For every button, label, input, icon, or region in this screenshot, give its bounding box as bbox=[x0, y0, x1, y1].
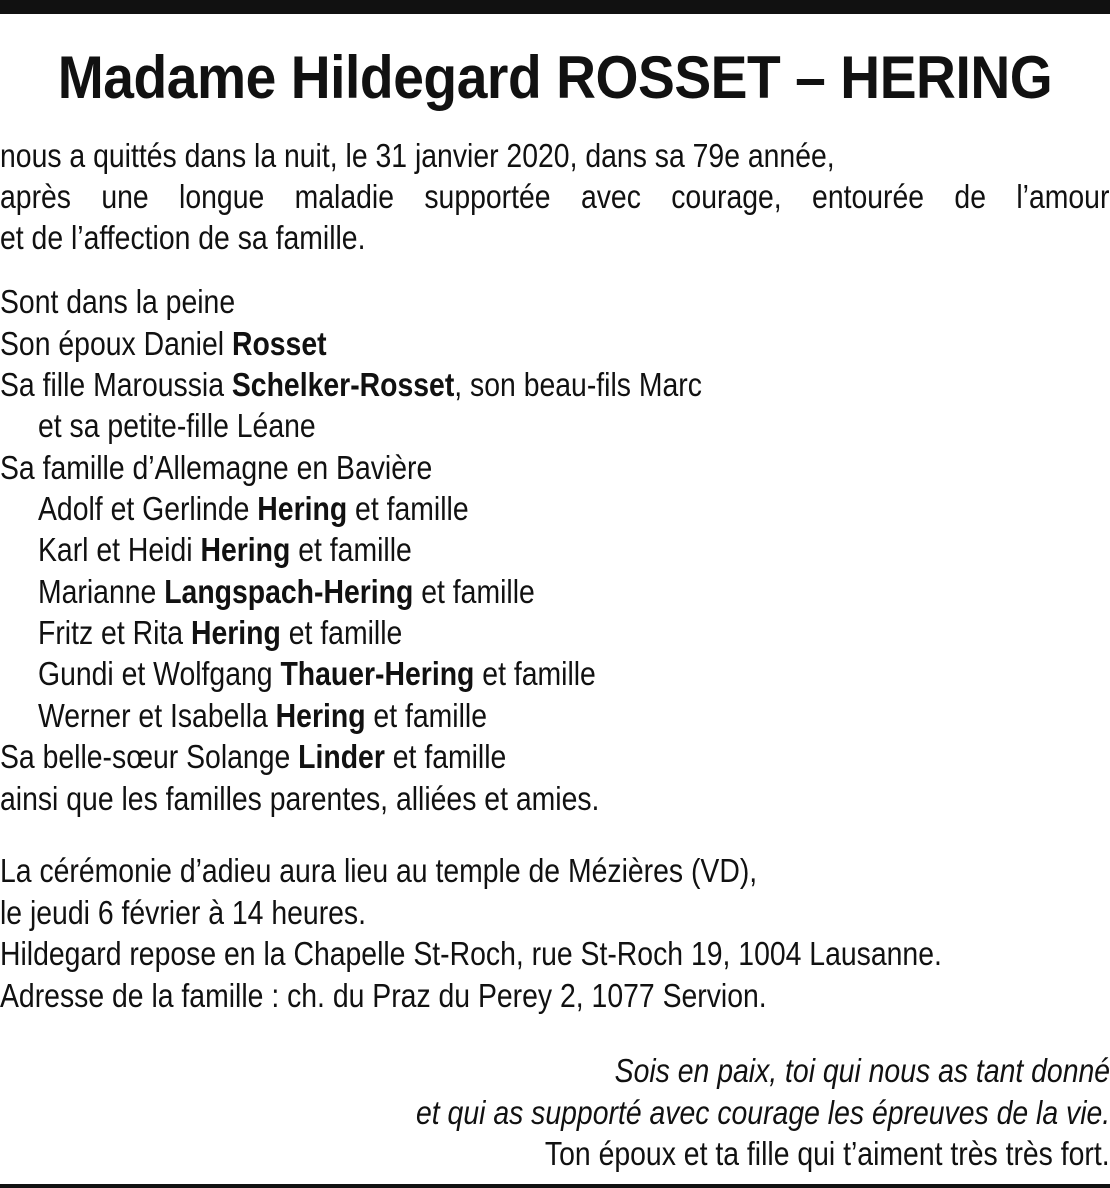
mourner-daughter bbox=[0, 364, 702, 405]
mourner-prefix: Gundi et Wolfgang bbox=[38, 655, 281, 692]
mourner-prefix: Werner et Isabella bbox=[38, 697, 276, 734]
family-address: Adresse de la famille : ch. du Praz du Perey 2, 1077 Servion. bbox=[0, 977, 767, 1014]
mourner-prefix: Sa fille Maroussia bbox=[0, 366, 232, 403]
intro-line-1: nous a quittés dans la nuit, le 31 janvier 2020, dans sa 79e année, bbox=[0, 137, 835, 174]
mourner-surname: Hering bbox=[275, 697, 366, 734]
ceremony-line-2: le jeudi 6 février à 14 heures. bbox=[0, 894, 367, 931]
relative-line bbox=[38, 612, 402, 653]
mourner-suffix: et famille bbox=[413, 573, 535, 610]
german-family-heading: Sa famille d’Allemagne en Bavière bbox=[0, 449, 433, 486]
mourner-suffix: et famille bbox=[280, 614, 403, 651]
mourner-surname: Schelker-Rosset bbox=[231, 366, 455, 403]
mourner-suffix: et famille bbox=[474, 655, 596, 692]
mourners-heading: Sont dans la peine bbox=[0, 283, 236, 320]
mourner-surname: Langspach-Hering bbox=[164, 573, 414, 610]
mourner-prefix: Son époux Daniel bbox=[0, 325, 232, 362]
mourners-others: ainsi que les familles parentes, alliées et amies. bbox=[0, 780, 600, 817]
relative-line bbox=[38, 571, 535, 612]
mourner-suffix: et famille bbox=[290, 531, 412, 568]
ceremony-line-3: Hildegard repose en la Chapelle St-Roch, rue St-Roch 19, 1004 Lausanne. bbox=[0, 935, 942, 972]
mourner-suffix: , son beau-fils Marc bbox=[454, 366, 702, 403]
mourner-surname: Linder bbox=[298, 738, 385, 775]
relative-line bbox=[38, 653, 596, 694]
mourner-prefix: Karl et Heidi bbox=[38, 531, 201, 568]
mourner-suffix: et famille bbox=[365, 697, 488, 734]
top-rule bbox=[0, 0, 1110, 14]
mourner-surname: Hering bbox=[257, 490, 348, 527]
mourner-prefix: Adolf et Gerlinde bbox=[38, 490, 258, 527]
intro-line-3: et de l’affection de sa famille. bbox=[0, 219, 366, 256]
mourner-prefix: Sa belle-sœur Solange bbox=[0, 738, 299, 775]
closing-line-2: et qui as supporté avec courage les épreuves de la vie. bbox=[415, 1094, 1110, 1131]
mourner-spouse bbox=[0, 323, 327, 364]
ceremony-line-1: La cérémonie d’adieu aura lieu au temple de Mézières (VD), bbox=[0, 852, 758, 889]
relative-line bbox=[38, 488, 469, 529]
mourner-suffix: et famille bbox=[347, 490, 469, 527]
mourner-surname: Hering bbox=[190, 614, 281, 651]
intro-line-2: après une longue maladie supportée avec courage, entourée de l’amour bbox=[0, 178, 1110, 215]
relative-line bbox=[38, 695, 487, 736]
mourner-surname: Rosset bbox=[231, 325, 327, 362]
mourner-granddaughter: et sa petite-fille Léane bbox=[38, 407, 316, 444]
relative-line bbox=[38, 529, 412, 570]
mourner-sister-in-law bbox=[0, 736, 506, 777]
closing-line-1: Sois en paix, toi qui nous as tant donné bbox=[614, 1052, 1110, 1089]
bottom-rule bbox=[0, 1184, 1110, 1188]
mourner-surname: Thauer-Hering bbox=[280, 655, 475, 692]
mourner-suffix: et famille bbox=[384, 738, 507, 775]
closing-signature: Ton époux et ta fille qui t’aiment très très fort. bbox=[545, 1135, 1110, 1172]
mourner-prefix: Marianne bbox=[38, 573, 165, 610]
mourner-surname: Hering bbox=[200, 531, 291, 568]
mourner-prefix: Fritz et Rita bbox=[38, 614, 191, 651]
obituary-title: Madame Hildegard ROSSET – HERING bbox=[57, 44, 1053, 111]
